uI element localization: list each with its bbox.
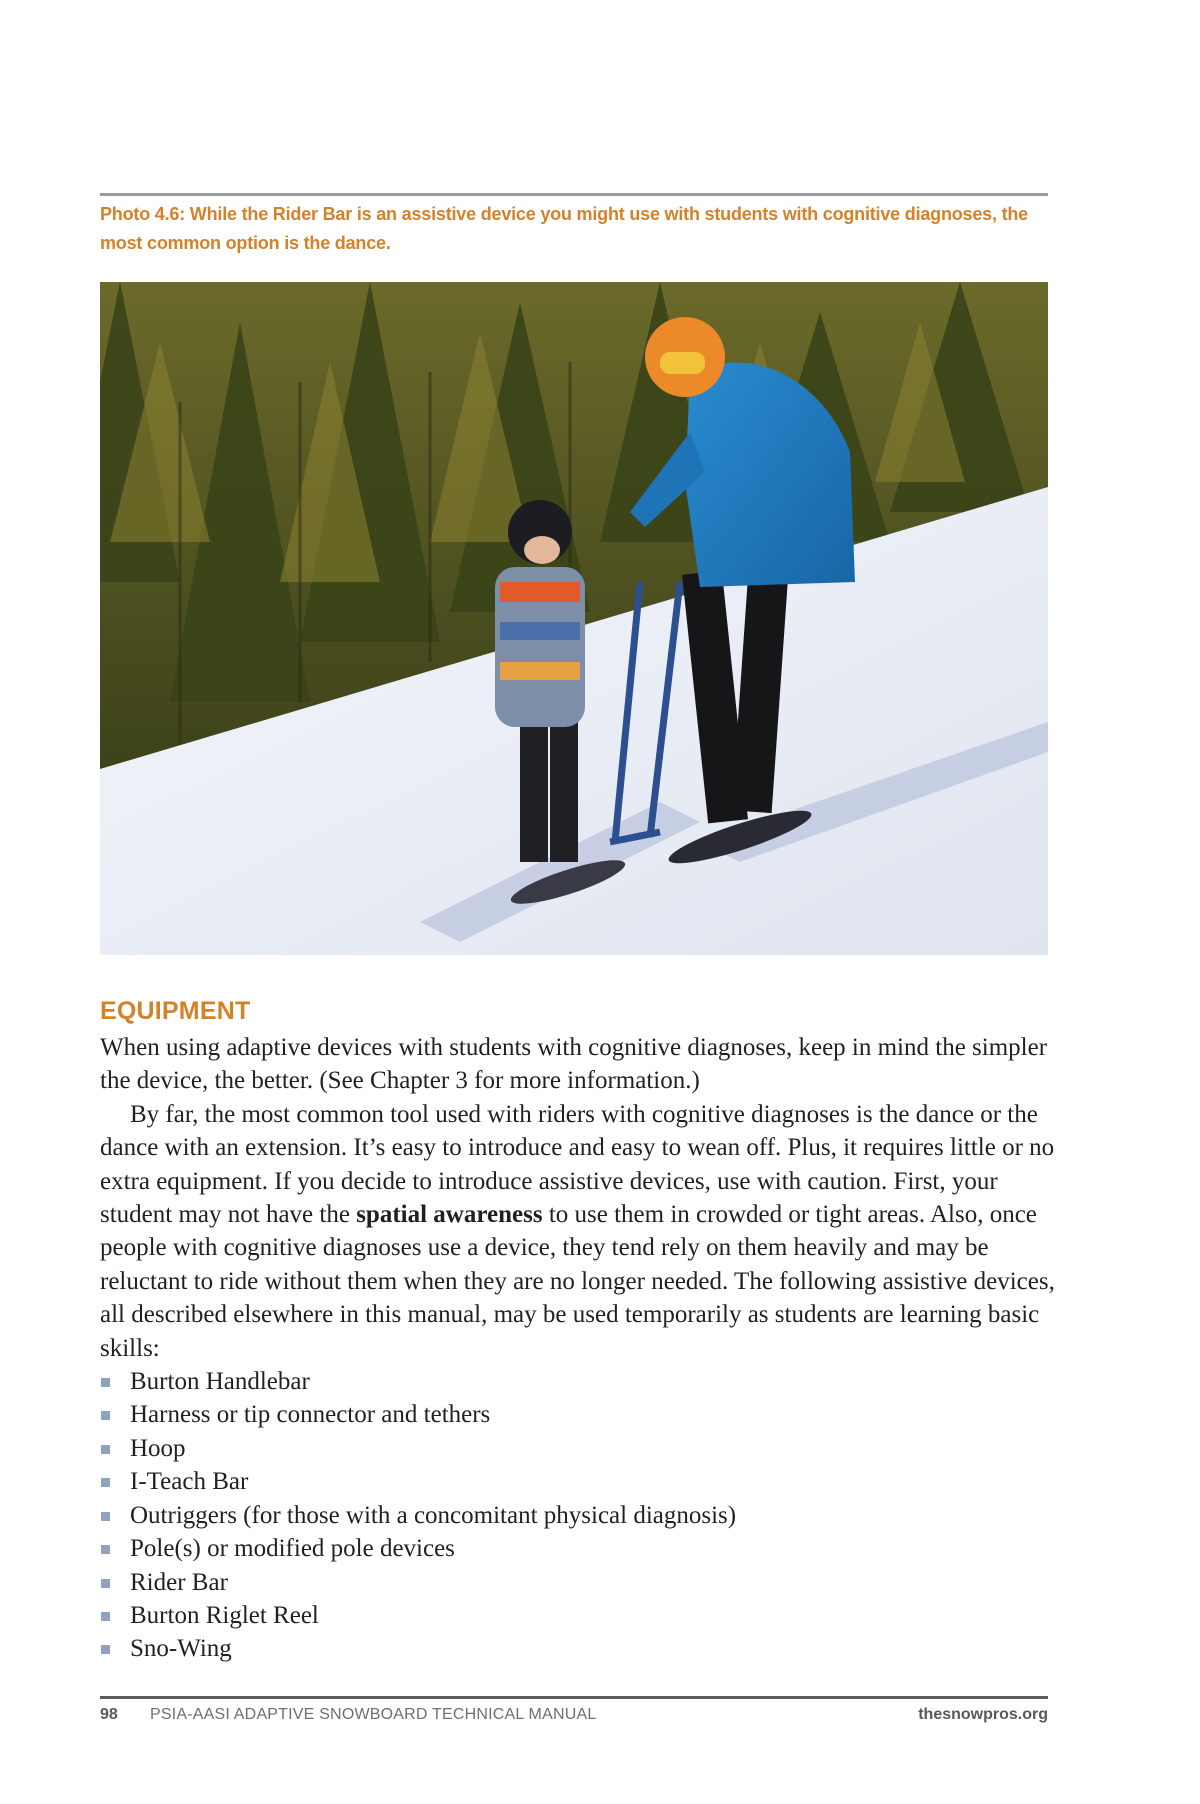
list-item-text: I-Teach Bar	[130, 1468, 249, 1496]
list-item	[100, 1499, 1060, 1532]
bullet-square-icon	[101, 1512, 110, 1521]
bullet-square-icon	[101, 1645, 110, 1654]
key-term-spatial-awareness: spatial awareness	[356, 1201, 543, 1229]
list-item	[100, 1599, 1060, 1632]
snowboarding-photo	[100, 282, 1048, 955]
page-number: 98	[100, 1706, 118, 1723]
bullet-square-icon	[101, 1579, 110, 1588]
bullet-square-icon	[101, 1545, 110, 1554]
list-item-text: Harness or tip connector and tethers	[130, 1401, 491, 1429]
list-item	[100, 1432, 1060, 1465]
list-item-text: Burton Handlebar	[130, 1368, 310, 1396]
list-item	[100, 1532, 1060, 1565]
manual-title: PSIA-AASI ADAPTIVE SNOWBOARD TECHNICAL MANUAL	[150, 1706, 597, 1723]
paragraph-main	[100, 1098, 1060, 1365]
list-item	[100, 1632, 1060, 1665]
paragraph-main-end: to use them in crowded or tight areas. Also, once people with cognitive diagnoses use a device, they tend rely on them heavily and may be reluctant to ride without them when they are no longer needed. The following assistive devices, all described elsewhere in this manual, may be used temporarily as students are learning basic skills:	[100, 1201, 1055, 1362]
list-item	[100, 1465, 1060, 1498]
list-item-text: Outriggers (for those with a concomitant physical diagnosis)	[130, 1501, 737, 1529]
list-item	[100, 1566, 1060, 1599]
list-item-text: Hoop	[130, 1434, 186, 1462]
bullet-square-icon	[101, 1411, 110, 1420]
list-item-text: Sno-Wing	[130, 1635, 232, 1663]
website-link[interactable]: thesnowpros.org	[918, 1706, 1048, 1723]
footer-rule	[100, 1696, 1048, 1699]
body-text	[100, 1031, 1060, 1666]
paragraph-main-start: By far, the most common tool used with riders with cognitive diagnoses is the dance or the dance with an extension. It’s easy to introduce and easy to wean off. Plus, it requires little or no extra equipment. If you decide to introduce assistive devices, use with caution. First, your student may not have the	[100, 1100, 1055, 1229]
photo-caption: Photo 4.6: While the Rider Bar is an assistive device you might use with students with cognitive diagnoses, the most common option is the dance.	[100, 204, 1028, 253]
page-footer	[100, 1706, 1048, 1732]
list-item-text: Rider Bar	[130, 1568, 228, 1596]
list-item-text: Pole(s) or modified pole devices	[130, 1535, 455, 1563]
bullet-square-icon	[101, 1478, 110, 1487]
bullet-square-icon	[101, 1612, 110, 1621]
list-item	[100, 1365, 1060, 1398]
bullet-square-icon	[101, 1445, 110, 1454]
bullet-square-icon	[101, 1378, 110, 1387]
caption-top-rule	[100, 193, 1048, 196]
list-item	[100, 1398, 1060, 1431]
list-item-text: Burton Riglet Reel	[130, 1601, 319, 1629]
paragraph-intro: When using adaptive devices with students with cognitive diagnoses, keep in mind the simpler the device, the better. (See Chapter 3 for more information.)	[100, 1034, 1048, 1095]
section-heading: EQUIPMENT	[100, 997, 251, 1025]
assistive-devices-list	[100, 1365, 1060, 1666]
